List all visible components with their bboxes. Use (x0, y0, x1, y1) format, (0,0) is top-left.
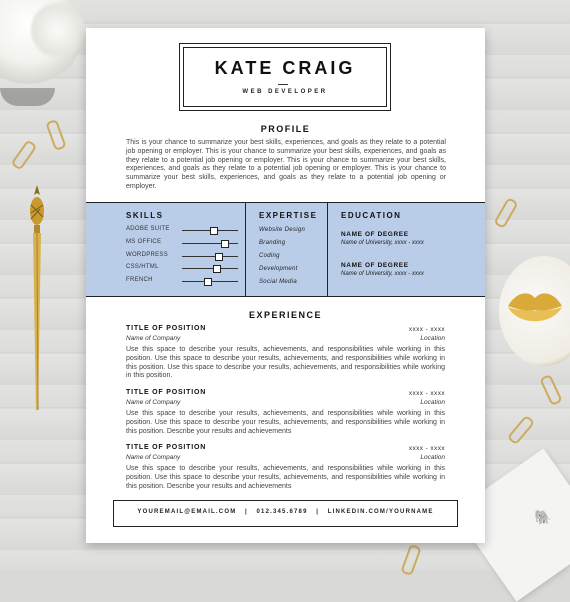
elephant-icon: 🐘 (534, 509, 552, 525)
expertise-item: Social Media (259, 279, 297, 285)
job-location: Location (420, 335, 445, 342)
band-top-rule (86, 202, 485, 203)
education-school: Name of University, xxxx - xxxx (341, 271, 424, 277)
expertise-item: Website Design (259, 227, 306, 233)
skill-level-track (182, 268, 238, 269)
gold-lips-icon (506, 288, 564, 330)
education-heading: EDUCATION (341, 211, 402, 220)
job-company: Name of Company (126, 399, 181, 406)
education-degree: NAME OF DEGREE (341, 262, 409, 269)
skill-level-track (182, 256, 238, 257)
skill-label: WORDPRESS (126, 251, 169, 258)
job-location: Location (420, 399, 445, 406)
band-bottom-rule (86, 296, 485, 297)
resume-page (86, 28, 485, 543)
skill-level-knob (221, 240, 229, 248)
expertise-item: Development (259, 266, 298, 272)
contact-line (114, 509, 457, 515)
job-dates: xxxx - xxxx (408, 326, 445, 333)
profile-heading: PROFILE (260, 124, 311, 134)
skills-heading: SKILLS (126, 211, 164, 220)
white-flower-icon (30, 0, 85, 60)
job-description: Use this space to describe your results, achievements, and responsibilities while working in this position. Use this space to describe your results, achievements, and responsibilities while working in this position. Describe your results and achievements (126, 410, 445, 435)
job-company: Name of Company (126, 335, 181, 342)
skill-level-knob (215, 253, 223, 261)
contact-linkedin: LINKEDIN.COM/YOURNAME (327, 509, 434, 515)
skill-label: MS OFFICE (126, 238, 162, 245)
job-dates: xxxx - xxxx (408, 445, 445, 452)
name-box (179, 43, 391, 111)
job-location: Location (420, 454, 445, 461)
job-company: Name of Company (126, 454, 181, 461)
skill-label: CSS/HTML (126, 264, 159, 271)
job-description: Use this space to describe your results, achievements, and responsibilities while working in this position. Use this space to describe your results, achievements, and responsibilities while working in this position. Use this space to describe your results, achievements, and responsibilities while working in this position. (126, 346, 445, 380)
expertise-item: Coding (259, 253, 280, 259)
experience-heading: EXPERIENCE (248, 310, 323, 320)
expertise-heading: EXPERTISE (259, 211, 318, 220)
contact-separator: | (316, 509, 320, 515)
skill-level-track (182, 243, 238, 244)
skill-level-knob (213, 265, 221, 273)
pineapple-pen-icon (28, 185, 46, 415)
skill-label: FRENCH (126, 277, 153, 284)
job-description: Use this space to describe your results, achievements, and responsibilities while working in this position. Use this space to describe your results, achievements, and responsibilities while working in this position. Describe your results and achievements (126, 465, 445, 490)
job-title: TITLE OF POSITION (126, 325, 207, 332)
contact-separator: | (245, 509, 248, 515)
skill-level-knob (210, 227, 218, 235)
education-school: Name of University, xxxx - xxxx (341, 240, 424, 246)
contact-email: YOUREMAIL@EMAIL.COM (137, 509, 237, 515)
band-divider (245, 202, 246, 297)
job-title: TITLE OF POSITION (126, 389, 207, 396)
band-divider (327, 202, 328, 297)
name-divider (278, 84, 288, 85)
contact-phone: 012.345.6789 (256, 509, 308, 515)
resume-name: KATE CRAIG (214, 58, 356, 78)
education-degree: NAME OF DEGREE (341, 231, 409, 238)
profile-text: This is your chance to summarize your best skills, experiences, and goals as they relate to a potential job opening or employer. This is your chance to summarize your best skills, experiences, and goals as they relate to a potential job opening or employer. This is your chance to summarize your best skills, experiences, and goals as they relate to a potential job opening or employer. This is your chance to summarize your best skills, experiences, and goals as they relate to a potential job opening or employer. (126, 139, 446, 190)
expertise-item: Branding (259, 240, 286, 246)
contact-footer (113, 500, 458, 527)
skill-label: ADOBE SUITE (126, 226, 170, 232)
resume-role: WEB DEVELOPER (242, 89, 328, 95)
skill-level-knob (204, 278, 212, 286)
job-title: TITLE OF POSITION (126, 444, 207, 451)
job-dates: xxxx - xxxx (408, 390, 445, 397)
